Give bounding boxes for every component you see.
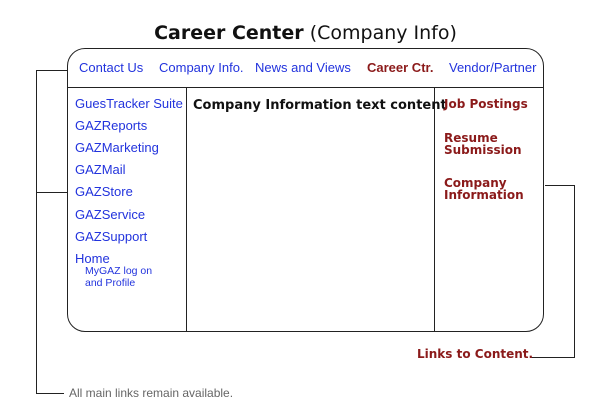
link-company-information[interactable]: Company Information: [444, 176, 524, 202]
left-bracket-middle: [36, 192, 67, 193]
annotation-main-links: All main links remain available.: [69, 386, 234, 400]
annotation-links-to-content: Links to Content.: [417, 347, 534, 361]
sidebar-gazreports[interactable]: GAZReports: [75, 118, 148, 133]
sidebar-gazstore[interactable]: GAZStore: [75, 184, 133, 199]
left-bracket-top: [36, 70, 67, 71]
mygaz-login-link[interactable]: MyGAZ log on and Profile: [85, 265, 153, 289]
sidebar-gazmail[interactable]: GAZMail: [75, 162, 126, 177]
page-title: [0, 22, 611, 44]
sidebar-guestracker-suite[interactable]: GuesTracker Suite: [75, 96, 183, 111]
right-column-divider: [434, 87, 435, 332]
link-resume-submission[interactable]: Resume Submission: [444, 131, 522, 157]
title-main: Career Center: [154, 22, 304, 44]
right-bracket-top: [545, 185, 575, 186]
nav-company-info[interactable]: Company Info.: [159, 60, 244, 75]
nav-divider: [67, 87, 544, 88]
nav-news-and-views[interactable]: News and Views: [255, 60, 351, 75]
nav-career-center[interactable]: Career Ctr.: [367, 60, 434, 75]
left-column-divider: [186, 87, 187, 332]
left-bracket-vertical: [36, 70, 37, 394]
link-job-postings[interactable]: Job Postings: [444, 97, 528, 111]
sidebar-gazmarketing[interactable]: GAZMarketing: [75, 140, 159, 155]
right-bracket-bottom: [531, 357, 575, 358]
sidebar-gazservice[interactable]: GAZService: [75, 207, 146, 222]
main-content-heading: Company Information text content: [193, 98, 447, 113]
nav-contact-us[interactable]: Contact Us: [79, 60, 144, 75]
sidebar-gazsupport[interactable]: GAZSupport: [75, 229, 148, 244]
nav-vendor-partner[interactable]: Vendor/Partner: [449, 60, 537, 75]
right-bracket-vertical: [574, 185, 575, 358]
title-sub: (Company Info): [303, 22, 457, 44]
sidebar-home[interactable]: Home: [75, 251, 110, 266]
left-bracket-bottom: [36, 393, 64, 394]
